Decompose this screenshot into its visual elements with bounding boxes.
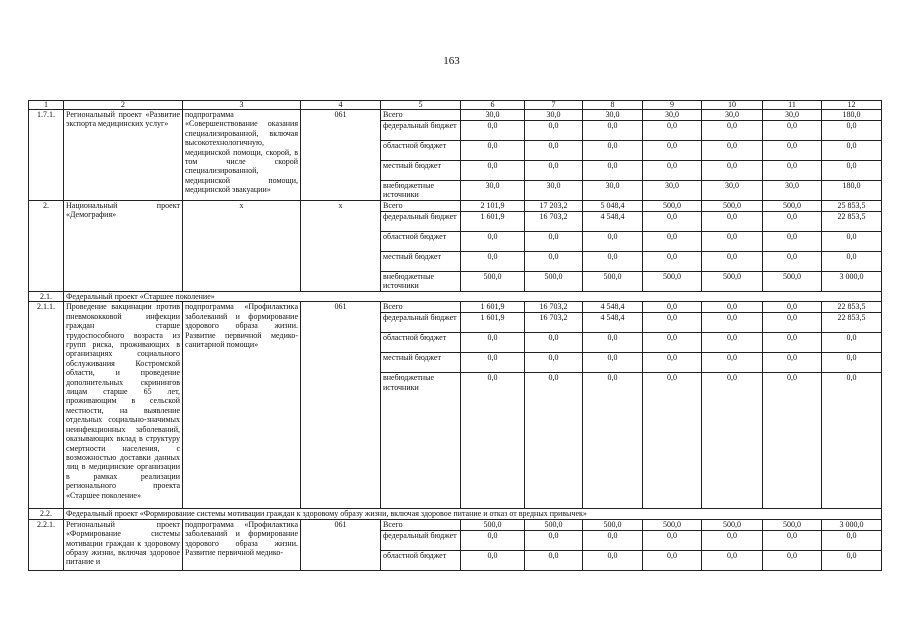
project-name: Региональный проект «Формирование системы мотивации граждан к здоровому образу жизни, включая здоровое питание и <box>64 519 183 570</box>
amount-value: 30,0 <box>643 180 701 200</box>
amount-value: 0,0 <box>702 312 762 332</box>
amount-value: 0,0 <box>525 251 582 271</box>
section-number: 2.1. <box>29 292 64 302</box>
amount-value: 500,0 <box>763 271 821 291</box>
amount-column <box>763 302 822 509</box>
amount-value: 0,0 <box>643 312 701 332</box>
amount-value: 500,0 <box>723 519 741 529</box>
amount-column <box>643 201 702 292</box>
table-row <box>29 302 882 509</box>
budget-code: х <box>301 201 381 292</box>
amount-value: 0,0 <box>822 251 881 271</box>
amount-column <box>702 110 763 201</box>
amount-value: 0,0 <box>643 372 701 508</box>
amount-value: 30,0 <box>546 110 561 119</box>
amount-value: 0,0 <box>763 530 821 550</box>
amount-value: 0,0 <box>702 211 762 231</box>
budget-code: 061 <box>301 302 381 509</box>
amount-value: 0,0 <box>822 332 881 352</box>
section-title: Федеральный проект «Старшее поколение» <box>64 292 882 302</box>
header-cell: 7 <box>525 101 583 110</box>
amount-column <box>702 519 763 570</box>
page-number: 163 <box>443 55 460 67</box>
amount-value: 0,0 <box>583 231 642 251</box>
amount-value: 0,0 <box>461 372 524 508</box>
amount-value: 0,0 <box>525 352 582 372</box>
header-cell: 1 <box>29 101 64 110</box>
amount-value: 0,0 <box>461 251 524 271</box>
funding-source-label: областной бюджет <box>381 140 460 160</box>
amount-value: 0,0 <box>702 530 762 550</box>
amount-column <box>461 302 525 509</box>
header-cell: 10 <box>702 101 763 110</box>
table-row <box>29 110 882 201</box>
amount-value: 0,0 <box>461 550 524 570</box>
program-name: х <box>183 201 301 292</box>
funding-source-label: внебюджетные источники <box>381 372 460 508</box>
amount-value: 0,0 <box>461 160 524 180</box>
amount-value: 0,0 <box>583 120 642 140</box>
amount-value: 30,0 <box>461 180 524 200</box>
amount-value: 3 000,0 <box>839 519 864 529</box>
amount-value: 0,0 <box>525 140 582 160</box>
funding-sources <box>381 110 461 201</box>
budget-code: 061 <box>301 519 381 570</box>
funding-sources <box>381 302 461 509</box>
amount-column <box>461 519 525 570</box>
amount-value: 500,0 <box>663 201 681 210</box>
amount-value: 0,0 <box>583 160 642 180</box>
amount-column <box>643 302 702 509</box>
amount-value: 0,0 <box>822 352 881 372</box>
amount-value: 17 203,2 <box>539 201 568 210</box>
amount-value: 0,0 <box>822 160 881 180</box>
amount-value: 4 548,4 <box>600 302 625 312</box>
amount-column <box>822 110 882 201</box>
amount-value: 30,0 <box>763 180 821 200</box>
amount-column <box>763 201 822 292</box>
amount-value: 0,0 <box>763 312 821 332</box>
amount-value: 16 703,2 <box>525 211 582 231</box>
amount-value: 0,0 <box>461 140 524 160</box>
project-name: Региональный проект «Развитие экспорта медицинских услуг» <box>64 110 183 201</box>
funding-source-label: местный бюджет <box>381 352 460 372</box>
amount-value: 0,0 <box>643 550 701 570</box>
amount-column <box>822 519 882 570</box>
amount-value: 0,0 <box>583 140 642 160</box>
header-cell: 8 <box>583 101 643 110</box>
amount-value: 0,0 <box>702 140 762 160</box>
amount-value: 0,0 <box>643 211 701 231</box>
amount-column <box>702 201 763 292</box>
table-row <box>29 201 882 292</box>
amount-value: 500,0 <box>603 519 622 529</box>
program-name: подпрограмма «Профилактика заболеваний и формирование здорового образа жизни. Развитие первичной медико- <box>183 519 301 570</box>
table-row <box>29 519 882 570</box>
amount-value: 500,0 <box>483 519 502 529</box>
budget-table <box>28 100 882 571</box>
amount-value: 0,0 <box>461 352 524 372</box>
program-name: подпрограмма «Совершенствование оказания специализированной, включая высокотехнологичную, медицинской помощи, скорой, в том числе скорой специализированной, медицинской помощи, медицинской эвакуации» <box>183 110 301 201</box>
amount-value: 30,0 <box>665 110 679 119</box>
amount-value: 0,0 <box>763 120 821 140</box>
amount-value: 30,0 <box>785 110 799 119</box>
funding-source-label: местный бюджет <box>381 251 460 271</box>
amount-value: 0,0 <box>702 332 762 352</box>
amount-column <box>525 519 583 570</box>
amount-value: 0,0 <box>525 372 582 508</box>
funding-source-label: Всего <box>383 201 403 210</box>
funding-source-label: внебюджетные источники <box>381 180 460 200</box>
amount-value: 0,0 <box>787 302 797 312</box>
amount-value: 30,0 <box>725 110 739 119</box>
amount-value: 16 703,2 <box>539 302 568 312</box>
amount-value: 0,0 <box>822 372 881 508</box>
amount-column <box>461 110 525 201</box>
amount-value: 30,0 <box>525 180 582 200</box>
amount-value: 0,0 <box>583 332 642 352</box>
amount-value: 0,0 <box>643 160 701 180</box>
amount-value: 25 853,5 <box>837 201 866 210</box>
funding-sources <box>381 201 461 292</box>
amount-value: 0,0 <box>461 120 524 140</box>
amount-value: 0,0 <box>822 120 881 140</box>
amount-value: 0,0 <box>702 160 762 180</box>
amount-value: 2 101,9 <box>480 201 505 210</box>
header-cell: 4 <box>301 101 381 110</box>
amount-value: 0,0 <box>643 231 701 251</box>
amount-value: 0,0 <box>583 251 642 271</box>
amount-value: 0,0 <box>702 231 762 251</box>
amount-value: 0,0 <box>583 550 642 570</box>
amount-value: 0,0 <box>822 140 881 160</box>
amount-column <box>702 302 763 509</box>
amount-value: 0,0 <box>643 530 701 550</box>
amount-column <box>525 110 583 201</box>
amount-value: 0,0 <box>822 550 881 570</box>
amount-value: 500,0 <box>461 271 524 291</box>
amount-column <box>763 519 822 570</box>
amount-value: 0,0 <box>461 530 524 550</box>
amount-column <box>822 201 882 292</box>
amount-value: 0,0 <box>583 372 642 508</box>
row-number: 1.7.1. <box>29 110 64 201</box>
funding-source-label: федеральный бюджет <box>381 211 460 231</box>
header-cell: 12 <box>822 101 882 110</box>
amount-value: 30,0 <box>605 110 620 119</box>
amount-column <box>643 110 702 201</box>
amount-value: 0,0 <box>525 160 582 180</box>
section-row <box>29 509 882 519</box>
section-number: 2.2. <box>29 509 64 519</box>
section-row <box>29 292 882 302</box>
amount-value: 0,0 <box>525 550 582 570</box>
project-name: Национальный проект «Демография» <box>64 201 183 292</box>
amount-value: 30,0 <box>485 110 500 119</box>
amount-value: 500,0 <box>643 271 701 291</box>
amount-value: 0,0 <box>525 231 582 251</box>
amount-value: 0,0 <box>461 332 524 352</box>
amount-column <box>763 110 822 201</box>
header-cell: 3 <box>183 101 301 110</box>
amount-value: 4 548,4 <box>583 312 642 332</box>
amount-value: 16 703,2 <box>525 312 582 332</box>
amount-value: 1 601,9 <box>461 312 524 332</box>
amount-value: 0,0 <box>763 231 821 251</box>
amount-value: 22 853,5 <box>837 302 866 312</box>
funding-source-label: областной бюджет <box>381 231 460 251</box>
amount-value: 500,0 <box>583 271 642 291</box>
amount-value: 0,0 <box>822 231 881 251</box>
amount-value: 0,0 <box>763 211 821 231</box>
header-cell: 5 <box>381 101 461 110</box>
amount-column <box>643 519 702 570</box>
amount-value: 22 853,5 <box>822 312 881 332</box>
amount-value: 500,0 <box>702 271 762 291</box>
header-row <box>29 101 882 110</box>
amount-value: 0,0 <box>583 352 642 372</box>
funding-sources <box>381 519 461 570</box>
amount-value: 0,0 <box>763 160 821 180</box>
amount-value: 30,0 <box>583 180 642 200</box>
amount-value: 0,0 <box>702 251 762 271</box>
amount-value: 22 853,5 <box>822 211 881 231</box>
header-cell: 11 <box>763 101 822 110</box>
section-title: Федеральный проект «Формирование системы мотивации граждан к здоровому образу жизни, включая здоровое питание и отказ от вредных привычек» <box>64 509 882 519</box>
amount-value: 5 048,4 <box>600 201 625 210</box>
amount-value: 180,0 <box>822 180 881 200</box>
amount-column <box>583 302 643 509</box>
amount-value: 0,0 <box>702 120 762 140</box>
header-cell: 9 <box>643 101 702 110</box>
funding-source-label: местный бюджет <box>381 160 460 180</box>
project-name: Проведение вакцинации против пневмококковой инфекции граждан старше трудоспособного возраста из групп риска, проживающих в организациях социального обслуживания Костромской области, и проведение дополнительных скринингов лицам старше 65 лет, проживающим в сельской местности, на выявление отдельных социально-значимых неинфекционных заболеваний, оказывающих вклад в структуру смертности населения, с возможностью доставки данных лиц в медицинские организации в рамках реализации регионального проекта «Старшее поколение» <box>64 302 183 509</box>
amount-column <box>525 201 583 292</box>
amount-column <box>822 302 882 509</box>
amount-value: 30,0 <box>702 180 762 200</box>
amount-value: 0,0 <box>702 550 762 570</box>
amount-value: 0,0 <box>763 140 821 160</box>
amount-value: 0,0 <box>763 352 821 372</box>
amount-value: 0,0 <box>583 530 642 550</box>
funding-source-label: Всего <box>383 302 403 312</box>
amount-value: 180,0 <box>842 110 861 119</box>
amount-value: 0,0 <box>525 530 582 550</box>
funding-source-label: Всего <box>383 519 403 529</box>
row-number: 2.2.1. <box>29 519 64 570</box>
amount-value: 500,0 <box>723 201 741 210</box>
program-name: подпрограмма «Профилактика заболеваний и формирование здорового образа жизни. Развитие первичной медико-санитарной помощи» <box>183 302 301 509</box>
funding-source-label: федеральный бюджет <box>381 312 460 332</box>
amount-value: 0,0 <box>702 352 762 372</box>
amount-value: 0,0 <box>763 372 821 508</box>
amount-value: 0,0 <box>643 140 701 160</box>
amount-value: 500,0 <box>783 519 801 529</box>
funding-source-label: внебюджетные источники <box>381 271 460 291</box>
amount-value: 0,0 <box>643 120 701 140</box>
amount-value: 0,0 <box>643 352 701 372</box>
amount-column <box>583 519 643 570</box>
funding-source-label: федеральный бюджет <box>381 530 460 550</box>
header-cell: 2 <box>64 101 183 110</box>
amount-value: 0,0 <box>643 332 701 352</box>
amount-value: 0,0 <box>667 302 677 312</box>
amount-value: 3 000,0 <box>822 271 881 291</box>
funding-source-label: областной бюджет <box>381 550 460 570</box>
row-number: 2. <box>29 201 64 292</box>
amount-value: 500,0 <box>525 271 582 291</box>
amount-value: 0,0 <box>763 251 821 271</box>
row-number: 2.1.1. <box>29 302 64 509</box>
amount-column <box>525 302 583 509</box>
amount-column <box>461 201 525 292</box>
amount-value: 0,0 <box>643 251 701 271</box>
amount-value: 500,0 <box>544 519 563 529</box>
amount-value: 1 601,9 <box>480 302 505 312</box>
amount-value: 500,0 <box>783 201 801 210</box>
amount-column <box>583 110 643 201</box>
amount-value: 0,0 <box>727 302 737 312</box>
amount-value: 0,0 <box>525 332 582 352</box>
amount-value: 0,0 <box>461 231 524 251</box>
amount-column <box>583 201 643 292</box>
funding-source-label: федеральный бюджет <box>381 120 460 140</box>
funding-source-label: областной бюджет <box>381 332 460 352</box>
header-cell: 6 <box>461 101 525 110</box>
amount-value: 0,0 <box>763 550 821 570</box>
amount-value: 0,0 <box>763 332 821 352</box>
funding-source-label: Всего <box>383 110 403 119</box>
amount-value: 0,0 <box>702 372 762 508</box>
amount-value: 1 601,9 <box>461 211 524 231</box>
amount-value: 0,0 <box>822 530 881 550</box>
amount-value: 0,0 <box>525 120 582 140</box>
budget-code: 061 <box>301 110 381 201</box>
amount-value: 500,0 <box>663 519 681 529</box>
amount-value: 4 548,4 <box>583 211 642 231</box>
